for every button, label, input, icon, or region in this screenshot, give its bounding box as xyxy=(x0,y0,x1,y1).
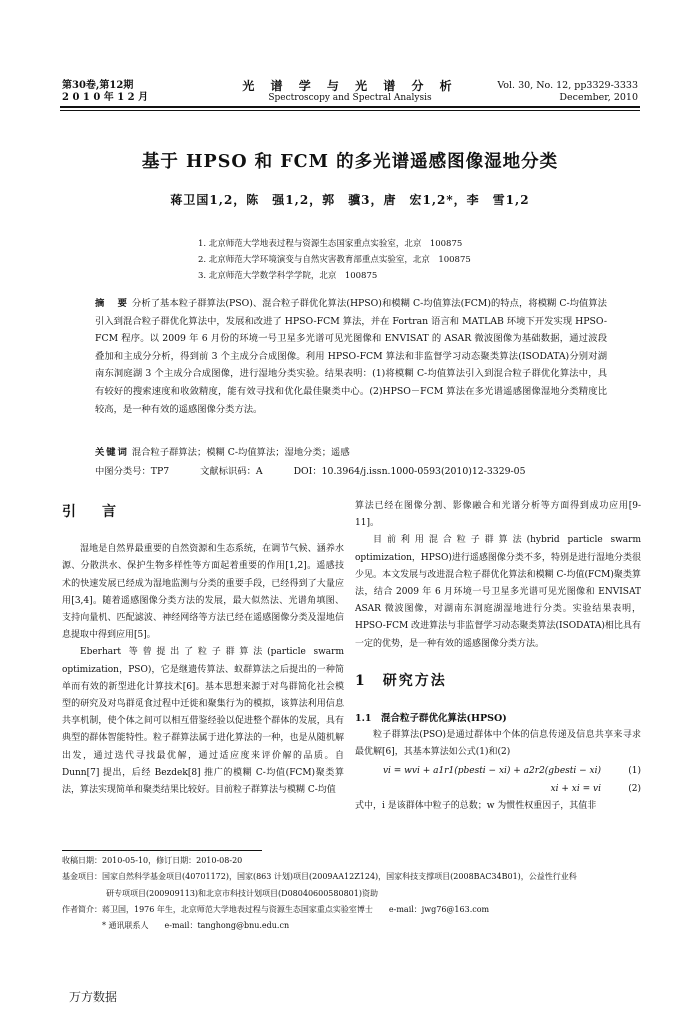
footnote-bio: 作者简介：蒋卫国，1976 年生，北京师范大学地表过程与资源生态国家重点实验室博士 e-mail：jwg76@163.com xyxy=(62,904,490,914)
classification-line xyxy=(95,463,615,480)
abstract-text: 分析了基本粒子群算法(PSO)、混合粒子群优化算法(HPSO)和模糊 C-均值算法(FCM)的特点，将模糊 C-均值算法引入到混合粒子群优化算法中，发展和改进了 HPSO-FCM 算法，并在 Fortran 语言和 MATLAB 环境下开发实现 HPSO-FCM 程序。以 2009 年 6 月份的环境一号卫星多光谱可见光图像和 ENVISAT 的 ASAR 微波图像为基础数据，通过波段叠加和主成分分析，得到前 3 个主成分合成图像。利用 HPSO-FCM 算法和非监督学习动态聚类算法(ISODATA)分别对湖南东洞庭湖 3 个主成分合成图像，进行湿地分类实验。结果表明：(1)将模糊 C-均值算法引入到混合粒子群优化算法中，具有较好的搜索速度和收敛精度，能有效寻找和优化最佳聚类中心。(2)HPSO－FCM 算法在多光谱遥感图像湿地分类精度比较高，是一种有效的遥感图像分类方法。 xyxy=(95,298,607,415)
right-paragraph-2: 目前利用混合粒子群算法(hybrid particle swarm optimization，HPSO)进行遥感图像分类不多，特别是进行湿地分类很少见。本文发展与改进混合粒子群优化算法和模糊 C-均值(FCM)聚类算法，结合 2009 年 6 月环境一号卫星多光谱可见光图像和 ENVISAT ASAR 微波图像，对湖南东洞庭湖湿地进行分类。实验结果表明，HPSO-FCM 改进算法与非监督学习动态聚类算法(ISODATA)相比具有一定的优势，是一种有效的遥感图像分类方法。 xyxy=(355,535,641,649)
journal-name-zh: 光 谱 学 与 光 谱 分 析 xyxy=(242,79,458,93)
subsection-1-1-heading: 1.1 混合粒子群优化算法(HPSO) xyxy=(355,713,507,725)
affiliation-3: 3. 北京师范大学数学科学学院，北京 100875 xyxy=(198,271,378,281)
keywords-text: 混合粒子群算法；模糊 C-均值算法；湿地分类；遥感 xyxy=(131,447,350,458)
date-en: December, 2010 xyxy=(559,92,638,103)
equation-1-body: vi = wvi + a1r1(pbesti − xi) + a2r2(gbesti − xi) xyxy=(382,765,601,776)
equation-2 xyxy=(355,780,641,798)
paper-title: 基于 HPSO 和 FCM 的多光谱遥感图像湿地分类 xyxy=(141,152,559,172)
author-list: 蒋卫国1,2，陈 强1,2，郭 骥3，唐 宏1,2*，李 雪1,2 xyxy=(170,193,530,207)
volume-issue-zh: 第30卷,第12期 xyxy=(62,80,134,91)
right-paragraph-3: 粒子群算法(PSO)是通过群体中个体的信息传递及信息共享来寻求最优解[6]，其基本算法如公式(1)和(2) xyxy=(355,730,641,758)
affiliations xyxy=(198,236,471,284)
header-rule-thick xyxy=(60,106,640,108)
doi: DOI：10.3964/j.issn.1000-0593(2010)12-3329-05 xyxy=(293,466,526,477)
footnote-funding: 基金项目：国家自然科学基金项目(40701172)，国家(863 计划)项目(2009AA12Z124)，国家科技支撑项目(2008BAC34B01)，公益性行业科 xyxy=(62,872,577,882)
right-paragraph-4: 式中，i 是该群体中粒子的总数；w 为惯性权重因子，其值非 xyxy=(355,800,597,811)
section-1-heading: 1 研究方法 xyxy=(355,672,447,689)
date-zh: 2 0 1 0 年 1 2 月 xyxy=(62,92,149,103)
document-code: 文献标识码：A xyxy=(200,466,263,477)
header-left xyxy=(62,80,148,104)
abstract-label: 摘 要 xyxy=(95,298,130,309)
right-column xyxy=(355,498,641,815)
footnote-received: 收稿日期：2010-05-10，修订日期：2010-08-20 xyxy=(62,856,243,865)
affiliation-2: 2. 北京师范大学环境演变与自然灾害教育部重点实验室，北京 100875 xyxy=(198,255,471,265)
footnote-corresponding: * 通讯联系人 e-mail：tanghong@bnu.edu.cn xyxy=(102,921,290,931)
equation-1-number: (1) xyxy=(628,765,641,776)
equation-1 xyxy=(355,762,641,780)
intro-heading: 引 言 xyxy=(62,504,122,520)
left-column xyxy=(62,498,344,799)
clc-number: 中图分类号：TP7 xyxy=(95,466,170,477)
volume-issue-en: Vol. 30, No. 12, pp3329-3333 xyxy=(497,80,638,91)
affiliation-1: 1. 北京师范大学地表过程与资源生态国家重点实验室，北京 100875 xyxy=(198,239,463,249)
journal-name-en: Spectroscopy and Spectral Analysis xyxy=(268,93,432,103)
equation-2-body: xi + xi = vi xyxy=(550,783,601,794)
right-paragraph-1: 算法已经在图像分割、影像融合和光谱分析等方面得到成功应用[9-11]。 xyxy=(355,501,641,529)
header-right xyxy=(497,80,638,104)
intro-paragraph-1: 湿地是自然界最重要的自然资源和生态系统，在调节气候、涵养水源、分散洪水、保护生物多样性等方面起着重要的作用[1,2]。遥感技术的快速发展已经成为湿地监测与分类的重要手段，已经得到了大量应用[3,4]。随着遥感图像分类方法的发展，最大似然法、光谱角填图、支持向量机、匹配滤波、神经网络等方法已经在遥感图像分类及湿地信息提取中得到应用[5]。 xyxy=(62,544,344,641)
equation-2-number: (2) xyxy=(628,783,641,794)
watermark: 万方数据 xyxy=(69,990,118,1004)
keywords-label: 关键词 xyxy=(95,447,129,458)
footnotes xyxy=(62,853,648,934)
footnote-funding-cont: 研专项项目(200909113)和北京市科技计划项目(D08040600580801)资助 xyxy=(106,888,378,898)
footnote-rule xyxy=(62,850,262,851)
header-rule-thin xyxy=(60,110,640,111)
intro-paragraph-2: Eberhart 等曾提出了粒子群算法(particle swarm optimization，PSO)，它是继遗传算法、蚁群算法之后提出的一种简单而有效的新型进化计算技术[6]。基本思想来源于对鸟群简化社会模型的研究及对鸟群觅食过程中迁徙和聚集行为的模拟，该算法利用信息共享机制，使个体之间可以相互借鉴经验以促进整个群体的发展，具有典型的群体智能特性。粒子群算法属于进化算法的一种，也是从随机解出发，通过迭代寻找最优解，通过适应度来评价解的品质。自 Dunn[7] 提出，后经 Bezdek[8] 推广的模糊 C-均值(FCM)聚类算法，算法实现简单和聚类结果比较好。目前粒子群算法与模糊 C-均值 xyxy=(62,647,344,796)
journal-header xyxy=(200,80,500,104)
abstract xyxy=(95,295,607,418)
keywords xyxy=(95,444,615,461)
